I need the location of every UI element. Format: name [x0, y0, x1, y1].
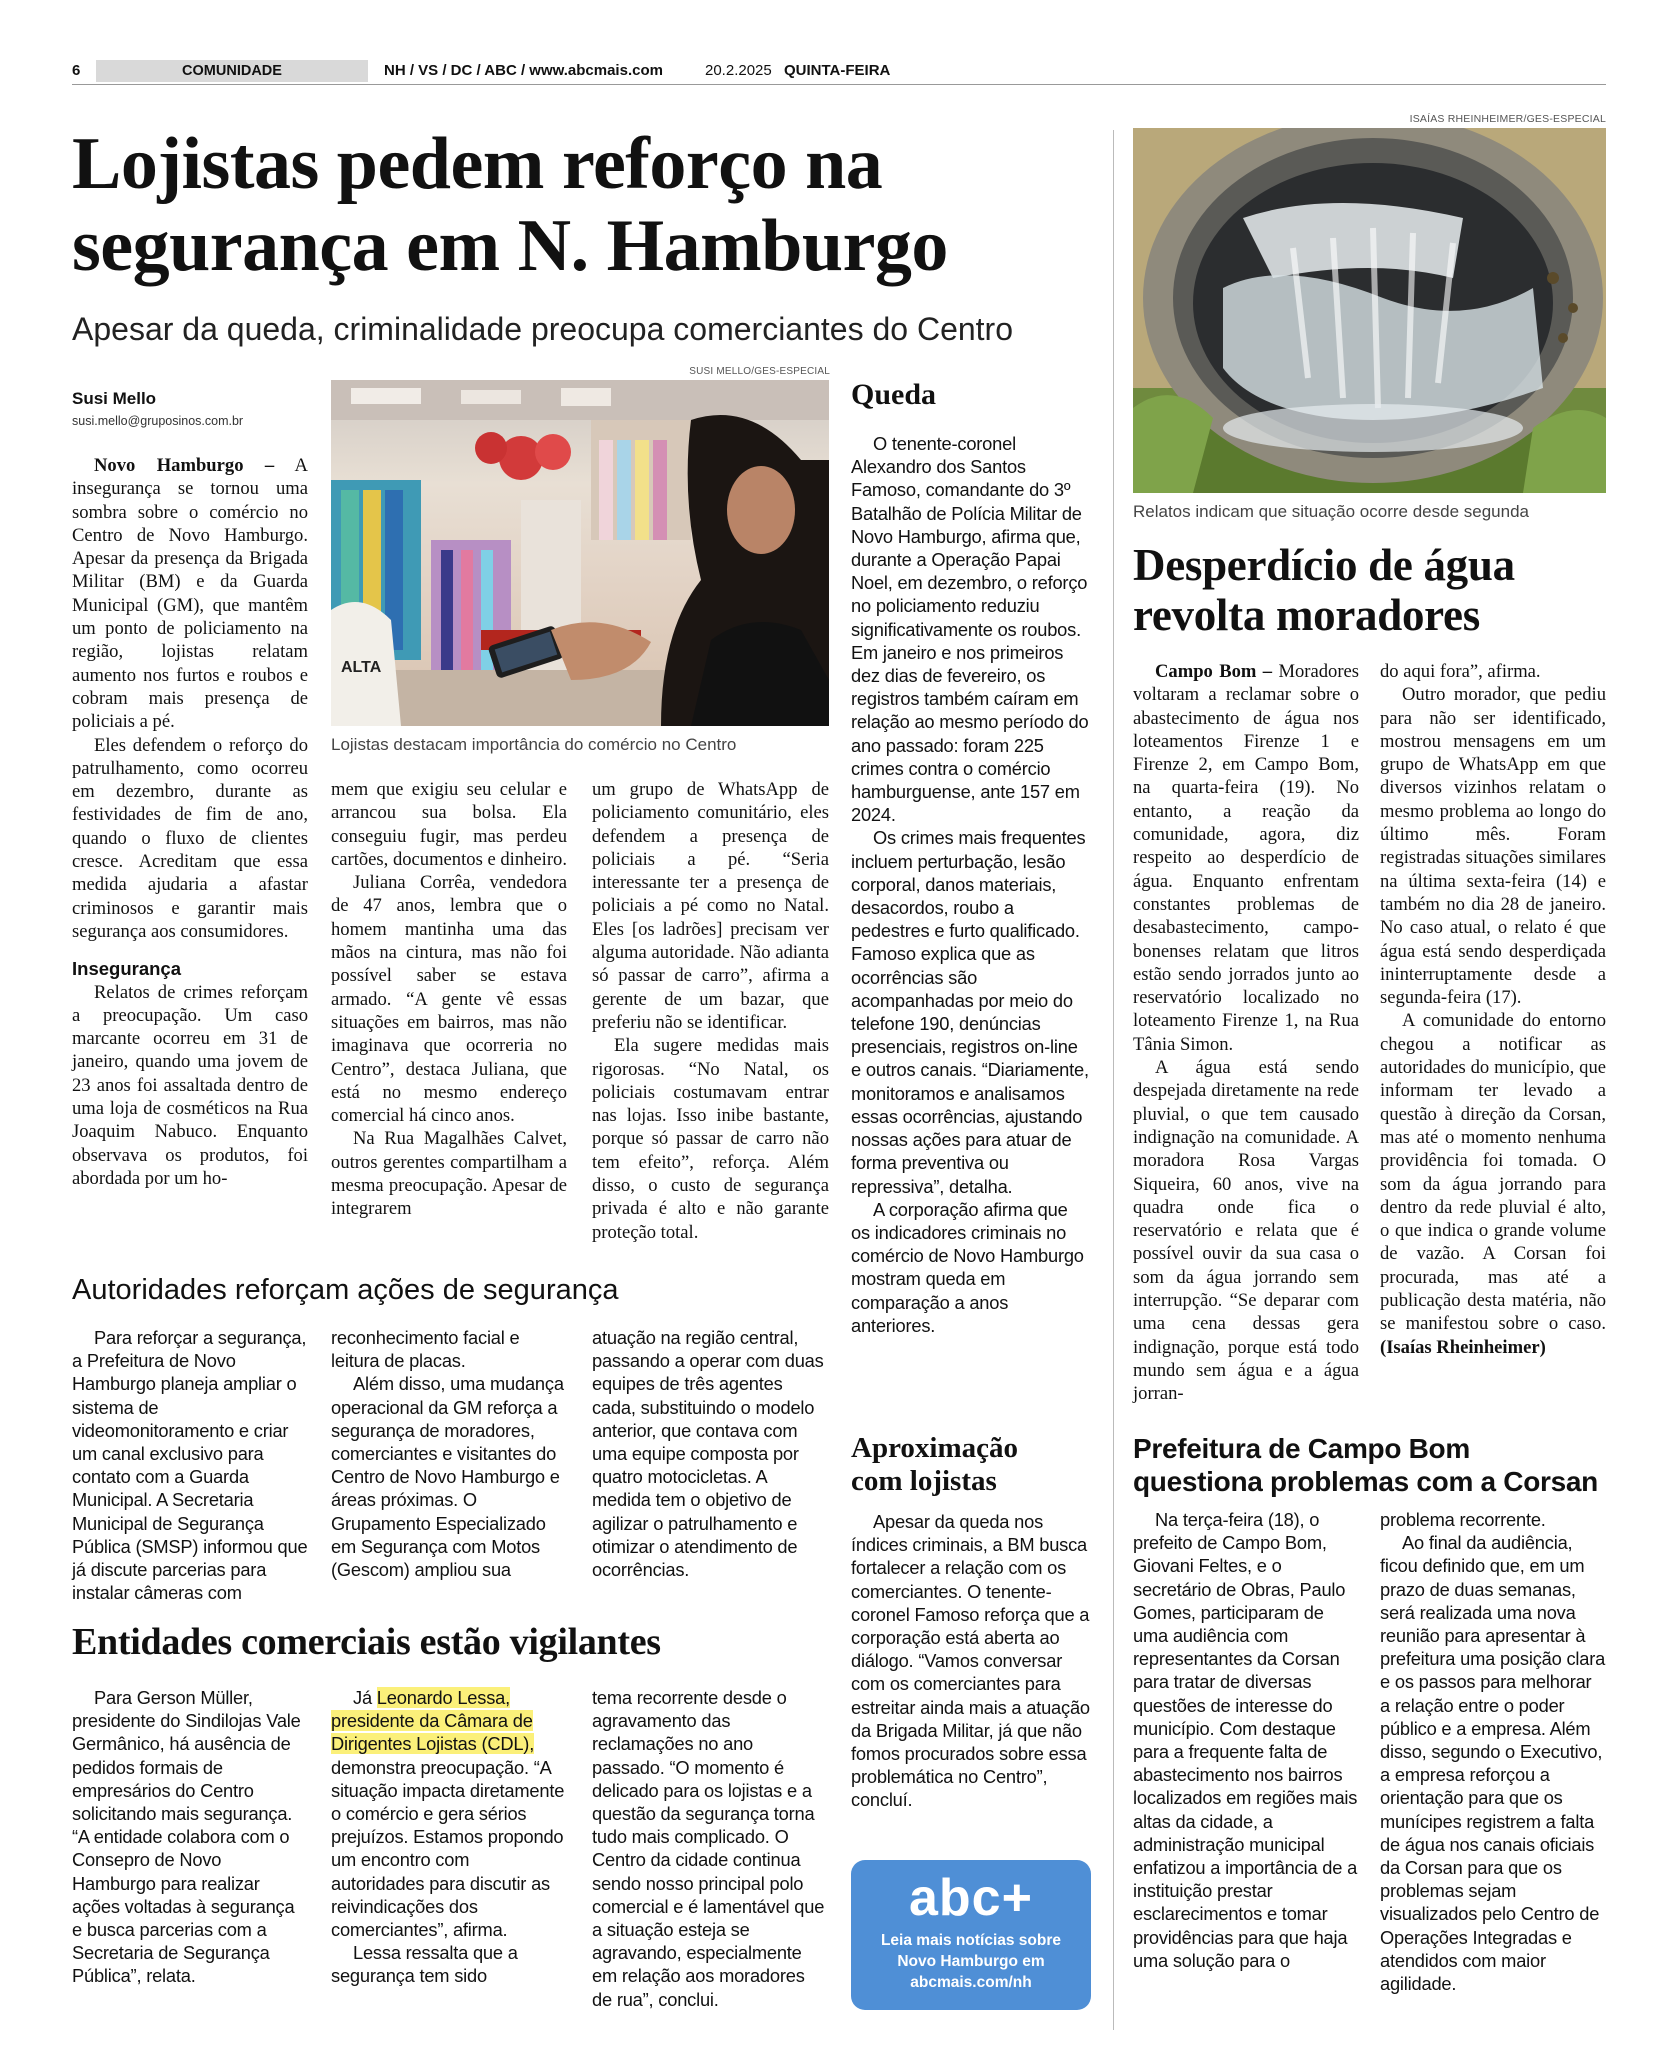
agua-col1-p1: Moradores voltaram a reclamar sobre o abastecimento de água nos loteamentos Firenze 1 e Firenze 2, em Campo Bom, na quarta-feira (19). No entanto, a reação da comunidade, agora, diz respeito ao desperdício de água. Enquanto enfrentam constantes problemas de desabastecimento, campo-bonenses relatam que litros estão sendo jorrados junto ao reservatório localizado no loteamento Firenze 1, na Rua Tânia Simon. [1133, 661, 1359, 1055]
headline-line-2: segurança em N. Hamburgo [72, 205, 948, 287]
main-col-3 [592, 778, 829, 1244]
agua-title-line-1: Desperdício de água [1133, 540, 1515, 590]
prefeitura-col2-p2: Ao final da audiência, ficou definido que, em um prazo de duas semanas, será realizada uma nova reunião para apresentar à prefeitura uma posição clara e os passos para melhorar a relação entre o poder público e a empresa. Além disso, segundo o Executivo, a empresa reforçou a orientação para que os munícipes registrem a falta de água nos canais oficiais da Corsan para que os problemas sejam visualizados pelo Centro de Operações Integradas e atendidos com maior agilidade. [1380, 1532, 1606, 1995]
promo-line-1: Leia mais notícias sobre [880, 1932, 1062, 1949]
prefeitura-col-1 [1133, 1508, 1359, 1972]
agua-title-line-2: revolta moradores [1133, 590, 1480, 640]
page-header [72, 60, 1606, 82]
column-divider [1113, 130, 1114, 2030]
main-headline [72, 123, 1112, 287]
abc-plus-logo: abc+ [909, 1869, 1033, 1927]
main-col2-p3: Na Rua Magalhães Calvet, outros gerentes compartilham a mesma preocupação. Apesar de integrarem [331, 1128, 567, 1220]
entidades-col-3 [592, 1686, 829, 2011]
entidades-col2-pre: Já [353, 1687, 377, 1708]
autoridades-title: Autoridades reforçam ações de segurança [72, 1274, 619, 1306]
author-email: susi.mello@gruposinos.com.br [72, 414, 244, 428]
main-col3-p1: um grupo de WhatsApp de policiamento comunitário, eles defendem a presença de policiais a pé. “Seria interessante ter a presença de policiais a pé como no Natal. Eles [os ladrões] precisam ver alguma autoridade. Não adianta só passar de carro”, afirma a gerente de um bazar, que preferiu não se identificar. [592, 779, 829, 1033]
headline-line-1: Lojistas pedem reforço na [72, 123, 883, 205]
water-photo-caption: Relatos indicam que situação ocorre desde segunda [1133, 502, 1529, 521]
prefeitura-title [1133, 1432, 1606, 1498]
highlighted-quote-source: Leonardo Lessa, presidente da Câmara de Dirigentes Lojistas (CDL), [331, 1687, 535, 1755]
prefeitura-col2-p1: problema recorrente. [1380, 1509, 1546, 1530]
prefeitura-col-2 [1380, 1508, 1606, 1995]
aproximacao-p1: Apesar da queda nos índices criminais, a BM busca fortalecer a relação com os comerciantes. O tenente-coronel Famoso reforça que a corporação está aberta ao diálogo. “Vamos conversar com os comerciantes para estreitar ainda mais a atuação da Brigada Militar, já que não fomos procurados sobre essa problemática no Centro”, concluí. [851, 1511, 1090, 1811]
queda-p1: O tenente-coronel Alexandro dos Santos Famoso, comandante do 3º Batalhão de Polícia Militar de Novo Hamburgo, afirma que, durante a Operação Papai Noel, em dezembro, o reforço no policiamento reduziu significativamente os roubos. Em janeiro e nos primeiros dez dias de fevereiro, os registros também caíram em relação ao mesmo período do ano passado: foram 225 crimes contra o comércio hamburguense, ante 157 em 2024. [851, 433, 1089, 826]
entidades-col2-p2: Lessa ressalta que a segurança tem sido [331, 1942, 518, 1987]
autoridades-col-1 [72, 1326, 308, 1604]
subhead-inseguranca: Insegurança [72, 958, 181, 980]
autoridades-col3: atuação na região central, passando a operar com duas equipes de três agentes cada, substituindo o modelo anterior, que contava com uma equipe composta por quatro motocicletas. A medida tem o objetivo de agilizar o patrulhamento e otimizar o atendimento de ocorrências. [592, 1327, 824, 1581]
main-col1-p3: Relatos de crimes reforçam a preocupação. Um caso marcante ocorreu em 31 de janeiro, quando uma jovem de 23 anos foi assaltada dentro de uma loja de cosméticos na Rua Joaquim Nabuco. Enquanto observava os produtos, foi abordada por um ho- [72, 981, 308, 1189]
water-photo [1133, 128, 1606, 493]
main-photo [331, 380, 829, 726]
svg-text:ALTA: ALTA [341, 659, 382, 676]
aproximacao-title-line-1: Aproximação [851, 1432, 1019, 1464]
main-photo-credit: SUSI MELLO/GES-ESPECIAL [689, 366, 830, 377]
queda-title: Queda [851, 378, 937, 411]
entidades-col2-post: demonstra preocupação. “A situação impacta diretamente o comércio e gera sérios prejuízos. Estamos propondo um encontro com autoridades para discutir as reivindicações dos comerciantes”, afirma. [331, 1756, 565, 1941]
main-col2-p1: mem que exigiu seu celular e arrancou sua bolsa. Ela conseguiu fugir, mas perdeu cartões, documentos e dinheiro. [331, 779, 567, 870]
main-col1-p1: A insegurança se tornou uma sombra sobre o comércio no Centro de Novo Hamburgo. Apesar da presença da Brigada Militar (BM) e da Guarda Municipal (GM), que mantêm um ponto de policiamento na região, lojistas relatam aumento nos furtos e roubos e cobram mais presença de policiais a pé. [72, 455, 308, 733]
agua-col-1 [1133, 660, 1359, 1406]
promo-line-2: Novo Hamburgo em [897, 1953, 1045, 1970]
queda-body [851, 432, 1091, 1337]
main-col1-p2: Eles defendem o reforço do patrulhamento, como ocorreu em dezembro, durante as festividades de fim de ano, quando o fluxo de clientes cresce. Acreditam que essa medida ajudaria a afastar criminosos e garantir mais segurança aos consumidores. [72, 734, 308, 942]
main-col3-p2: Ela sugere medidas mais rigorosas. “No Natal, os policiais costumavam entrar nas lojas. Isso inibe bastante, porque só passar de carro não tem efeito”, reforça. Além disso, o custo de segurança privada é alto e não garante proteção total. [592, 1035, 829, 1243]
entidades-col1: Para Gerson Müller, presidente do Sindilojas Vale Germânico, há ausência de pedidos formais de empresários do Centro solicitando mais segurança. “A entidade colabora com o Consepro de Novo Hamburgo para realizar ações voltadas à segurança e busca parcerias com a Secretaria de Segurança Pública”, relata. [72, 1687, 301, 1987]
date-label: 20.2.2025 [705, 62, 772, 79]
water-photo-credit: ISAÍAS RHEINHEIMER/GES-ESPECIAL [1409, 113, 1606, 125]
header-rule [72, 84, 1606, 85]
aproximacao-title-line-2: com lojistas [851, 1465, 997, 1497]
agua-col-2 [1380, 660, 1606, 1359]
promo-box[interactable] [851, 1860, 1091, 2010]
entidades-col-1 [72, 1686, 308, 1988]
aproximacao-title [851, 1432, 1091, 1498]
promo-link[interactable]: abcmais.com/nh [910, 1974, 1032, 1991]
autoridades-col2-p1: reconhecimento facial e leitura de placas. [331, 1327, 520, 1372]
agua-title [1133, 540, 1606, 640]
entidades-title: Entidades comerciais estão vigilantes [72, 1621, 661, 1663]
dateline: Novo Hamburgo – [94, 455, 275, 476]
editions-label: NH / VS / DC / ABC / www.abcmais.com [384, 62, 663, 79]
main-photo-caption: Lojistas destacam importância do comércio no Centro [331, 735, 737, 754]
prefeitura-col1: Na terça-feira (18), o prefeito de Campo Bom, Giovani Feltes, e o secretário de Obras, Paulo Gomes, participaram de uma audiência com representantes da Corsan para tratar de diversas questões de interesse do município. Com destaque para a frequente falta de abastecimento nos bairros localizados em regiões mais altas da cidade, a administração municipal enfatizou a importância de a instituição prestar esclarecimentos e tomar providências para que haja uma solução para o [1133, 1509, 1358, 1971]
main-subheadline: Apesar da queda, criminalidade preocupa comerciantes do Centro [72, 311, 1013, 347]
reservoir-pipe-illustration [1133, 128, 1606, 493]
store-interior-illustration [331, 380, 829, 726]
author-name: Susi Mello [72, 389, 157, 408]
agua-col1-p2: A água está sendo despejada diretamente na rede pluvial, o que tem causado indignação na comunidade. A moradora Rosa Vargas Siqueira, 60 anos, vive na quadra onde fica o reservatório e relata que é possível ouvir da sua casa o som da água jorrando sem interrupção. “Se deparar com uma cena dessas gera indignação, porque está todo mundo sem água e a água jorran- [1133, 1057, 1359, 1405]
entidades-col-2 [331, 1686, 567, 1988]
aproximacao-body [851, 1510, 1091, 1812]
queda-p2: Os crimes mais frequentes incluem perturbação, lesão corporal, danos materiais, desacordos, roubo a pedestres e furto qualificado. Famoso explica que as ocorrências são acompanhadas por meio do telefone 190, denúncias presenciais, registros on-line e outros canais. “Diariamente, monitoramos e analisamos essas ocorrências, ajustando nossas ações para atuar de forma preventiva ou repressiva”, detalha. [851, 827, 1089, 1197]
agua-col2-p1: do aqui fora”, afirma. [1380, 661, 1541, 682]
entidades-col3: tema recorrente desde o agravamento das reclamações no ano passado. “O momento é delicado para os lojistas e a questão da segurança torna tudo mais complicado. O Centro da cidade continua sendo nosso principal polo comercial e é lamentável que a situação esteja se agravando, especialmente em relação aos moradores de rua”, conclui. [592, 1687, 825, 2010]
autoridades-col-2 [331, 1326, 567, 1581]
main-col-2 [331, 778, 567, 1221]
queda-p3: A corporação afirma que os indicadores criminais no comércio de Novo Hamburgo mostram queda em comparação a anos anteriores. [851, 1198, 1084, 1336]
page-number: 6 [72, 62, 81, 79]
prefeitura-title-line-2: questiona problemas com a Corsan [1133, 1466, 1598, 1497]
agua-signature: (Isaías Rheinheimer) [1380, 1336, 1546, 1358]
agua-dateline: Campo Bom – [1155, 661, 1273, 682]
main-col-1 [72, 454, 308, 1190]
autoridades-col-3 [592, 1326, 829, 1581]
agua-col2-p3: A comunidade do entorno chegou a notificar as autoridades do município, que informam ter levado a questão à direção da Corsan, mas até o momento nenhuma providência foi tomada. O som da água jorrando para dentro da rede pluvial é alto, o que indica o grande volume de vazão. A Corsan foi procurada, mas até a publicação desta matéria, não se manifestou sobre o caso. [1380, 1010, 1606, 1335]
autoridades-col1: Para reforçar a segurança, a Prefeitura de Novo Hamburgo planeja ampliar o sistema de videomonitoramento e criar um canal exclusivo para contato com a Guarda Municipal. A Secretaria Municipal de Segurança Pública (SMSP) informou que já discute parcerias para instalar câmeras com [72, 1327, 308, 1604]
prefeitura-title-line-1: Prefeitura de Campo Bom [1133, 1433, 1470, 1464]
agua-col2-p2: Outro morador, que pediu para não ser identificado, mostrou mensagens em um grupo de WhatsApp em que diversos vizinhos relatam o mesmo problema ao longo do último mês. Foram registradas situações similares na última sexta-feira (14) e também no dia 28 de janeiro. No caso atual, o relato é que água está sendo desperdiçada ininterruptamente desde a segunda-feira (17). [1380, 684, 1606, 1009]
section-label: COMUNIDADE [96, 60, 368, 82]
main-col2-p2: Juliana Corrêa, vendedora de 47 anos, lembra que o homem mantinha uma das mãos na cintura, mas não foi possível saber se estava armado. “A gente vê essas situações em bairros, mas não imaginava que ocorreria no Centro”, destaca Juliana, que está no mesmo endereço comercial há cinco anos. [331, 872, 567, 1127]
weekday-label: QUINTA-FEIRA [784, 62, 891, 79]
autoridades-col2-p2: Além disso, uma mudança operacional da GM reforça a segurança de moradores, comerciantes e visitantes do Centro de Novo Hamburgo e áreas próximas. O Grupamento Especializado em Segurança com Motos (Gescom) ampliou sua [331, 1373, 564, 1581]
